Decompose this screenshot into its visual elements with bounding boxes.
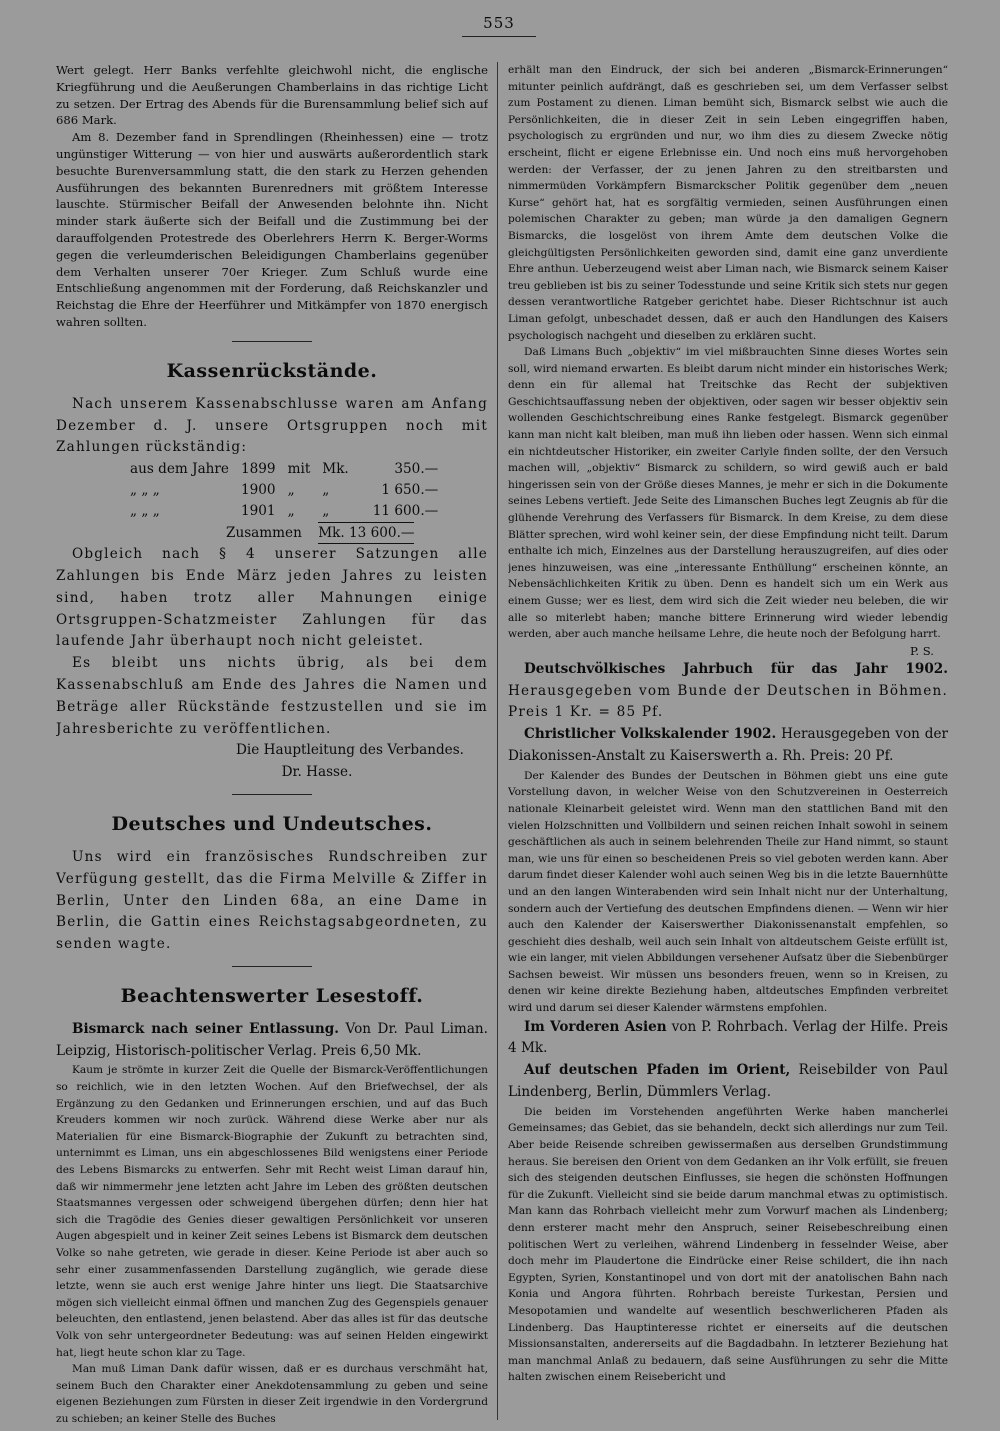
arrears-total xyxy=(226,522,488,544)
arrears-amount: 11 600.— xyxy=(372,503,439,520)
orient-review: Die beiden im Vorstehenden angeführten Werke haben mancherlei Gemeinsames; das Gebiet, das sie behandeln, deckt sich allerdings nur zum Teil. Aber beide Reisende schreiben gewissermaßen aus derselben Grundstimmung heraus. Sie bereisen den Orient von dem Gedanken an ihr Volk erfüllt, sie freuen sich des steigenden deutschen Einflusses, sie hegen die schönsten Hoffnungen für die Zukunft. Vielleicht sind sie beide darum manchmal etwas zu optimistisch. Man kann das Rohrbach vielleicht mehr zum Vorwurf machen als Lindenberg; denn ersterer macht mehr den Anspruch, seiner Reisebeschreibung einen politischen Wert zu verleihen, während Lindenberg in fesselnder Weise, aber doch mehr im Plaudertone die Eindrücke einer Reise schildert, die ihn nach Egypten, Syrien, Konstantinopel und von dort mit der anatolischen Bahn nach Konia und Angora führten. Rohrbach bereiste Turkestan, Persien und Mesopotamien und wandelte auf wesentlich beschwerlicheren Pfaden als Lindenberg. Das Hauptinteresse richtet er einerseits auf die deutschen Missionsanstalten, andererseits auf die Bagdadbahn. In letzterer Beziehung hat man manchmal Anlaß zu bedauern, daß seine Ausführungen zu sehr die Mitte halten zwischen einem Reisebericht und xyxy=(508,1105,948,1384)
arrears-table xyxy=(124,459,444,522)
liman-review-paragraph-1: Kaum je strömte in kurzer Zeit die Quelle der Bismarck-Veröffentlichungen so reichlich, wie in den letzten Wochen. Auf den Briefwechsel, der als Ergänzung zu den Gedanken und Erinnerungen erschien, und auf das Buch Kreuders kommen wir noch zurück. Während diese Werke aber nur als Materialien für eine Bismarck-Biographie der Zukunft zu betrachten sind, unternimmt es Liman, uns ein abgeschlossenes Bild wenigstens einer Periode des Lebens Bismarcks zu entwerfen. Sehr mit Recht weist Liman darauf hin, daß wir nimmermehr jene letzten acht Jahre im Leben des größten deutschen Staatsmannes vergessen oder schweigend übergehen dürfen; denn hier hat sich die Tragödie des Genies dieser gewaltigen Persönlichkeit vor unseren Augen abgespielt und in keiner Zeit seines Lebens ist Bismarck dem deutschen Volke so nahe getreten, wie gerade in dieser. Keine Periode ist aber auch so sehr einer zusammenfassenden Darstellung zugänglich, wie gerade diese letzte, wenn sie auch erst wenige Jahre hinter uns liegt. Die Staatsarchive mögen sich vielleicht einmal öffnen und manchen Zug des Gegenspiels genauer beleuchten, den entlastend, jenen belastend. Aber das alles ist für das deutsche Volk von sehr untergeordneter Bedeutung: was auf seinen Helden eingewirkt hat, liegt heute schon klar zu Tage. xyxy=(56,1064,488,1359)
total-value: Mk. 13 600.— xyxy=(318,522,414,544)
heading-kassenrueckstaende: Kassenrückstände. xyxy=(166,359,378,382)
book-title: Auf deutschen Pfaden im Orient, xyxy=(524,1062,791,1079)
kalender-review: Der Kalender des Bundes der Deutschen in Böhmen giebt uns eine gute Vorstellung davon, in welcher Weise von den Schutzvereinen in Oesterreich nationale Kleinarbeit geleistet wird. Wenn man den stattlichen Band mit den vielen Holzschnitten und Vollbildern und seinen reichen Inhalt sowohl in seinem geschäftlichen als auch in seinem belehrenden Theile zur Hand nimmt, so staunt man, wie uns für einen so bescheidenen Preis so viel geboten werden kann. Aber darum findet dieser Kalender wohl auch seinen Weg bis in die letzte Bauernhütte und an den langen Winterabenden wird sein Inhalt nicht nur der Unterhaltung, sondern auch der Vertiefung des deutschen Empfindens dienen. — Wenn wir hier auch den Kalender der Kaiserswerther Diakonissenanstalt empfehlen, so geschieht dies deshalb, weil auch sein Inhalt von altdeutschem Geiste erfüllt ist, wie ein langer, mit vielen Abbildungen versehener Aufsatz über die Siebenbürger Sachsen beweist. Wir müssen uns besonders freuen, wenn so in Kreisen, zu denen wir keine direkte Beziehung haben, altdeutsches Empfinden verbreitet wird und darum sei dieser Kalender wärmstens empfohlen. xyxy=(508,769,948,1015)
total-label: Zusammen xyxy=(226,525,302,542)
book-publisher: Von Dr. Paul Liman. Leipzig, Historisch-politischer Verlag. Preis 6,50 Mk. xyxy=(56,1020,488,1059)
arrears-row xyxy=(124,480,444,501)
book-entry-jahrbuch xyxy=(508,659,948,724)
book-entry-liman xyxy=(56,1019,488,1063)
section-divider xyxy=(232,794,312,795)
page-number-rule xyxy=(462,36,536,37)
section-divider xyxy=(232,341,312,342)
arrears-amount: 1 650.— xyxy=(381,482,439,499)
book-entry-vorderasien xyxy=(508,1017,948,1061)
kassen-paragraph-2: Obgleich nach § 4 unserer Satzungen alle Zahlungen bis Ende März jeden Jahres zu leisten sind, haben trotz aller Mahnungen einige Ortsgruppen-Schatzmeister Zahlungen für das laufende Jahr überhaupt noch nicht geleistet. xyxy=(56,546,488,650)
liman-review-paragraph-3: Daß Limans Buch „objektiv“ im viel mißbrauchten Sinne dieses Wortes sein soll, wird niemand erwarten. Es bleibt darum nicht minder ein historisches Werk; denn ein für allemal hat Treitschke das Recht der subjektiven Geschichtsauffassung neben der objektiven, oder sagen wir besser objektiv sein wollenden Geschichtschreibung eines Ranke festgelegt. Bismarck gegenüber kann man nicht kalt bleiben, man muß ihn lieben oder hassen. Wenn sich einmal ein nichtdeutscher Historiker, ein zweiter Carlyle finden sollte, der den Versuch machen will, „objektiv“ Bismarck zu schildern, so wird gewiß auch er bald hingerissen sein von der Größe dieses Mannes, je mehr er sich in die Dokumente seines Lebens vertieft. Jede Seite des Limanschen Buches legt Zeugnis ab für die glühende Verehrung des Verfassers für Bismarck. In dem Kreise, zu dem diese Blätter sprechen, wird wohl keiner sein, der diese Empfindung nicht teilt. Darum enthalte ich mich, Einzelnes aus der Darstellung herauszugreifen, auf dies oder jenes hinzuweisen, was eine „interessante Enthüllung“ erscheinen könnte, an Nebensächlichkeiten Kritik zu üben. Denn es handelt sich um ein Werk aus einem Gusse; wer es liest, dem wird sich die Zeit wieder neu beleben, die wir alle so miterlebt haben; manche bittere Erinnerung wird wieder lebendig werden, aber auch manche heilsame Lehre, die heute noch der Befolgung harrt. xyxy=(508,346,948,641)
arrears-row xyxy=(124,459,444,480)
liman-review-continued: erhält man den Eindruck, der sich bei anderen „Bismarck-Erinnerungen“ mitunter peinlich aufdrängt, daß es geschrieben sei, um dem Verfasser selbst zum Postament zu dienen. Liman bemüht sich, Bismarck selbst wie auch die Persönlichkeiten, die in dieser Zeit in sein Leben eingegriffen haben, psychologisch zu ergründen und nur, wo ihm dies zu diesem Zwecke nötig erscheint, flicht er eigene Erlebnisse ein. Und noch eins muß hervorgehoben werden: der Verfasser, der zu jenen Jahren zu den streitbarsten und nimmermüden Vorkämpfern Bismarckscher Politik gegenüber dem „neuen Kurse“ gehört hat, hat es sorgfältig vermieden, seinen Ausführungen einen polemischen Charakter zu geben; man würde ja den damaligen Gegnern Bismarcks, die losgelöst von ihrem Amte dem deutschen Volke die gleichgültigsten Persönlichkeiten geworden sind, damit eine ganz unverdiente Ehre anthun. Ueberzeugend weist aber Liman nach, wie Bismarck seinem Kaiser treu geblieben ist bis zu seiner Todesstunde und seine Kritik sich stets nur gegen dessen verantwortliche Ratgeber gerichtet habe. Dieser Richtschnur ist auch Liman gefolgt, unbeschadet dessen, daß er auch den Handlungen des Kaisers psychologisch nachgeht und dieselben zu erklären sucht. xyxy=(508,64,948,342)
kassen-signature-name: Dr. Hasse. xyxy=(281,764,353,781)
left-column xyxy=(56,62,488,1428)
arrears-amount: 350.— xyxy=(394,461,439,478)
page-number: 553 xyxy=(483,14,515,32)
book-title: Deutschvölkisches Jahrbuch für das Jahr 1902. xyxy=(524,660,948,677)
heading-deutsches: Deutsches und Undeutsches. xyxy=(111,812,433,835)
arrears-label: aus dem Jahre xyxy=(130,461,229,478)
arrears-unit: „ xyxy=(322,503,330,520)
book-publisher: Herausgegeben von der Diakonissen-Anstalt zu Kaiserswerth a. Rh. Preis: 20 Pf. xyxy=(508,726,948,764)
section-divider xyxy=(232,966,312,967)
book-title: Christlicher Volkskalender 1902. xyxy=(524,726,777,743)
deutsches-paragraph: Uns wird ein französisches Rundschreiben zur Verfügung gestellt, das die Firma Melville & Ziffer in Berlin, Unter den Linden 68a, an eine Dame in Berlin, die Gattin eines Reichstagsabgeordneten, zu senden wagte. xyxy=(56,848,488,953)
liman-review-paragraph-2: Man muß Liman Dank dafür wissen, daß er es durchaus verschmäht hat, seinem Buch den Charakter einer Anekdotensammlung zu geben und seine eigenen Beziehungen zum Fürsten in dieser Zeit irgendwie in den Vordergrund zu schieben; an keiner Stelle des Buches xyxy=(56,1363,488,1425)
arrears-year: 1899 xyxy=(240,461,276,478)
arrears-unit: „ xyxy=(322,482,330,499)
arrears-row xyxy=(124,501,444,522)
arrears-year: 1901 xyxy=(240,503,276,520)
arrears-label: „ „ „ xyxy=(130,503,160,520)
arrears-connector: mit xyxy=(287,461,311,478)
kassen-intro: Nach unserem Kassenabschlusse waren am Anfang Dezember d. J. unsere Ortsgruppen noch mit Zahlungen rückständig: xyxy=(56,395,488,456)
arrears-connector: „ xyxy=(287,482,295,499)
review-signature: P. S. xyxy=(909,643,934,658)
book-entry-orient xyxy=(508,1060,948,1104)
kassen-paragraph-3: Es bleibt uns nichts übrig, als bei dem Kassenabschluß am Ende des Jahres die Namen und Beträge aller Rückstände festzustellen und sie im Jahresberichte zu veröffentlichen. xyxy=(56,655,488,737)
arrears-year: 1900 xyxy=(240,482,276,499)
heading-lesestoff: Beachtenswerter Lesestoff. xyxy=(120,984,424,1007)
book-entry-volkskalender xyxy=(508,724,948,768)
kassen-signature-org: Die Hauptleitung des Verbandes. xyxy=(236,742,464,759)
right-column xyxy=(508,62,948,1386)
book-publisher: Herausgegeben vom Bunde der Deutschen in Böhmen. Preis 1 Kr. = 85 Pf. xyxy=(508,682,948,721)
book-title: Bismarck nach seiner Entlassung. xyxy=(72,1020,339,1037)
arrears-label: „ „ „ xyxy=(130,482,160,499)
book-publisher: Reisebilder von Paul Lindenberg, Berlin, Dümmlers Verlag. xyxy=(508,1062,948,1101)
book-publisher: von P. Rohrbach. Verlag der Hilfe. Preis 4 Mk. xyxy=(508,1018,948,1057)
arrears-connector: „ xyxy=(287,503,295,520)
sprendlingen-paragraph: Am 8. Dezember fand in Sprendlingen (Rheinhessen) eine — trotz ungünstiger Witterung — von hier und auswärts außerordentlich stark besuchte Burenversammlung statt, die den stark zu Herzen gehenden Ausführungen des bekannten Burenredners mit größtem Interesse lauschte. Stürmischer Beifall der Anwesenden belohnte ihn. Nicht minder stark äußerte sich der Beifall und die Zustimmung bei der darauffolgenden Protestrede des Oberlehrers Herrn K. Berger-Worms gegen die verleumderischen Beleidigungen Chamberlains gegenüber dem Verhalten unserer 70er Krieger. Zum Schluß wurde eine Entschließung angenommen mit der Forderung, daß Reichskanzler und Reichstag die Ehre der Heerführer und Mitkämpfer von 1870 energisch wahren sollten. xyxy=(56,130,488,329)
book-title: Im Vorderen Asien xyxy=(524,1018,667,1035)
burensammlung-paragraph: Wert gelegt. Herr Banks verfehlte gleichwohl nicht, die englische Kriegführung und die Aeußerungen Chamberlains in das richtige Licht zu setzen. Der Ertrag des Abends für die Burensammlung belief sich auf 686 Mark. xyxy=(56,63,488,128)
column-divider xyxy=(497,62,498,1420)
arrears-unit: Mk. xyxy=(322,461,349,478)
